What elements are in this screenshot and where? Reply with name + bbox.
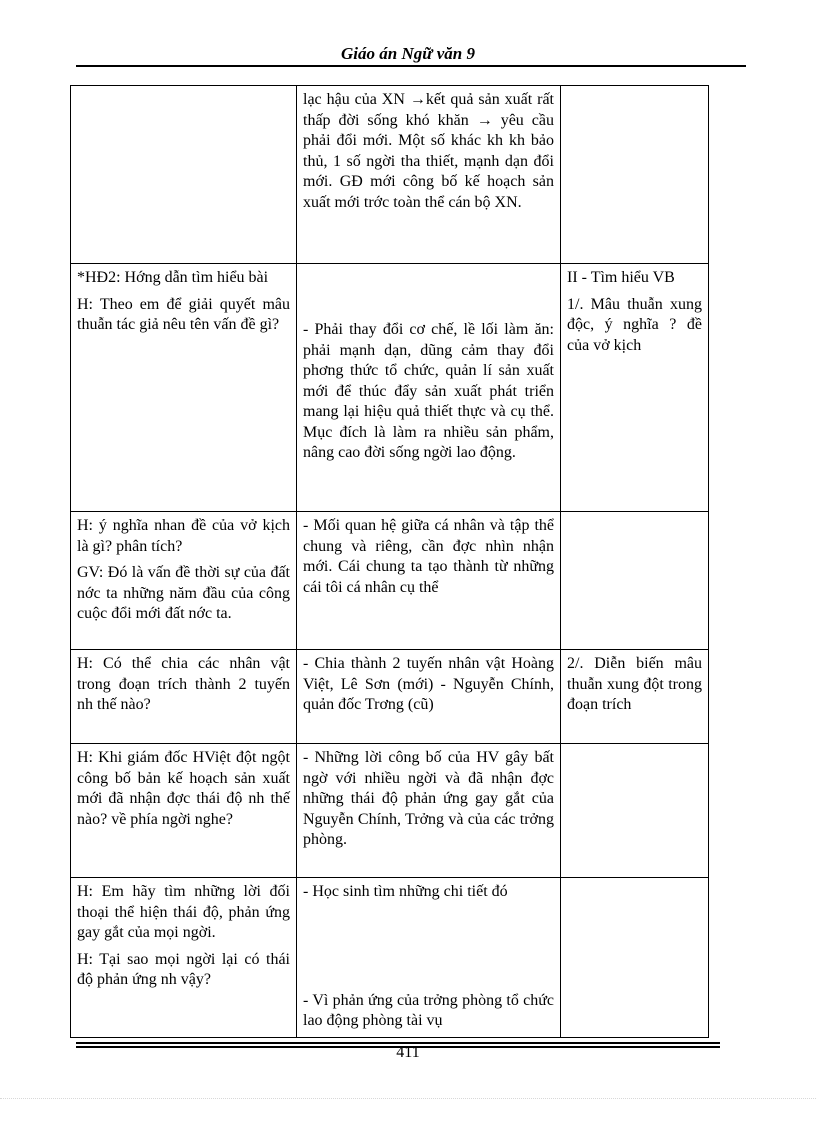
cell-paragraph: - Những lời công bố của HV gây bất ngờ với nhiều ngời và đã nhận đợc những thái độ phản ứng gay gắt của Nguyễn Chính, Trởng và của các trởng phòng.	[303, 749, 554, 848]
table-row	[71, 86, 709, 264]
activity-cell	[71, 86, 297, 264]
cell-paragraph: *HĐ2: Hớng dẫn tìm hiểu bài	[77, 269, 269, 286]
cell-paragraph: H: Có thể chia các nhân vật trong đoạn trích thành 2 tuyến nh thế nào?	[77, 655, 290, 713]
page-bottom-dotted-line	[0, 1098, 816, 1099]
cell-paragraph: H: ý nghĩa nhan đề của vở kịch là gì? phân tích?	[77, 517, 290, 555]
content-cell	[297, 264, 561, 512]
activity-cell	[71, 744, 297, 878]
cell-paragraph: II - Tìm hiểu VB	[567, 269, 675, 286]
lesson-plan-table	[70, 85, 709, 1038]
section-cell	[561, 512, 709, 650]
activity-cell	[71, 512, 297, 650]
cell-paragraph: - Học sinh tìm những chi tiết đó	[303, 883, 508, 900]
cell-paragraph: H: Em hãy tìm những lời đối thoại thể hiện thái độ, phản ứng gay gắt của mọi ngời.	[77, 883, 290, 941]
table-row	[71, 878, 709, 1038]
cell-paragraph: H: Khi giám đốc HViệt đột ngột công bố bản kế hoạch sản xuất mới đã nhận đợc thái độ nh thế nào? về phía ngời nghe?	[77, 749, 290, 828]
cell-paragraph: - Phải thay đổi cơ chế, lề lối làm ăn: phải mạnh dạn, dũng cảm thay đổi phơng thức tổ chức, quản lí sản xuất mới để thúc đẩy sản xuất phát triển mang lại hiệu quả thiết thực và cụ thể. Mục đích là làm ra nhiều sản phẩm, nâng cao đời sống ngời lao động.	[303, 321, 554, 461]
table-row	[71, 264, 709, 512]
activity-cell	[71, 650, 297, 744]
activity-cell	[71, 264, 297, 512]
content-cell	[297, 744, 561, 878]
section-cell	[561, 650, 709, 744]
section-cell	[561, 86, 709, 264]
table-row	[71, 744, 709, 878]
header-rule	[76, 65, 746, 67]
cell-paragraph: H: Tại sao mọi ngời lại có thái độ phản ứng nh vậy?	[77, 950, 290, 988]
cell-paragraph: H: Theo em để giải quyết mâu thuẫn tác giả nêu tên vấn đề gì?	[77, 295, 290, 333]
cell-paragraph: 1/. Mâu thuẫn xung độc, ý nghĩa ? đề của vở kịch	[567, 295, 702, 354]
content-cell	[297, 650, 561, 744]
section-cell	[561, 744, 709, 878]
table-row	[71, 650, 709, 744]
activity-cell	[71, 878, 297, 1038]
content-cell	[297, 86, 561, 264]
cell-paragraph: - Vì phản ứng của trởng phòng tổ chức lao động phòng tài vụ	[303, 991, 554, 1029]
table-row	[71, 512, 709, 650]
page-number: 411	[396, 1044, 420, 1061]
cell-paragraph: - Chia thành 2 tuyến nhân vật Hoàng Việt, Lê Sơn (mới) - Nguyễn Chính, quản đốc Trơng (cũ)	[303, 655, 554, 713]
cell-paragraph: lạc hậu của XN →kết quả sản xuất rất thấp đời sống khó khăn → yêu cầu phải đổi mới. Một số khác kh kh bảo thủ, 1 số ngời tha thiết, mạnh dạn đổi mới. GĐ mới công bố kế hoạch sản xuất mới trớc toàn thể cán bộ XN.	[303, 91, 554, 211]
page-header-title: Giáo án Ngữ văn 9	[341, 44, 475, 63]
cell-paragraph: 2/. Diễn biến mâu thuẫn xung đột trong đoạn trích	[567, 655, 702, 713]
content-cell	[297, 878, 561, 1038]
cell-paragraph: GV: Đó là vấn đề thời sự của đất nớc ta những năm đầu của công cuộc đổi mới đất nớc ta.	[77, 564, 290, 622]
section-cell	[561, 878, 709, 1038]
content-cell	[297, 512, 561, 650]
cell-paragraph: - Mối quan hệ giữa cá nhân và tập thể chung và riêng, cần đợc nhìn nhận mới. Cái chung ta tạo thành từ những cái tôi cá nhân cụ thể	[303, 517, 554, 596]
section-cell	[561, 264, 709, 512]
